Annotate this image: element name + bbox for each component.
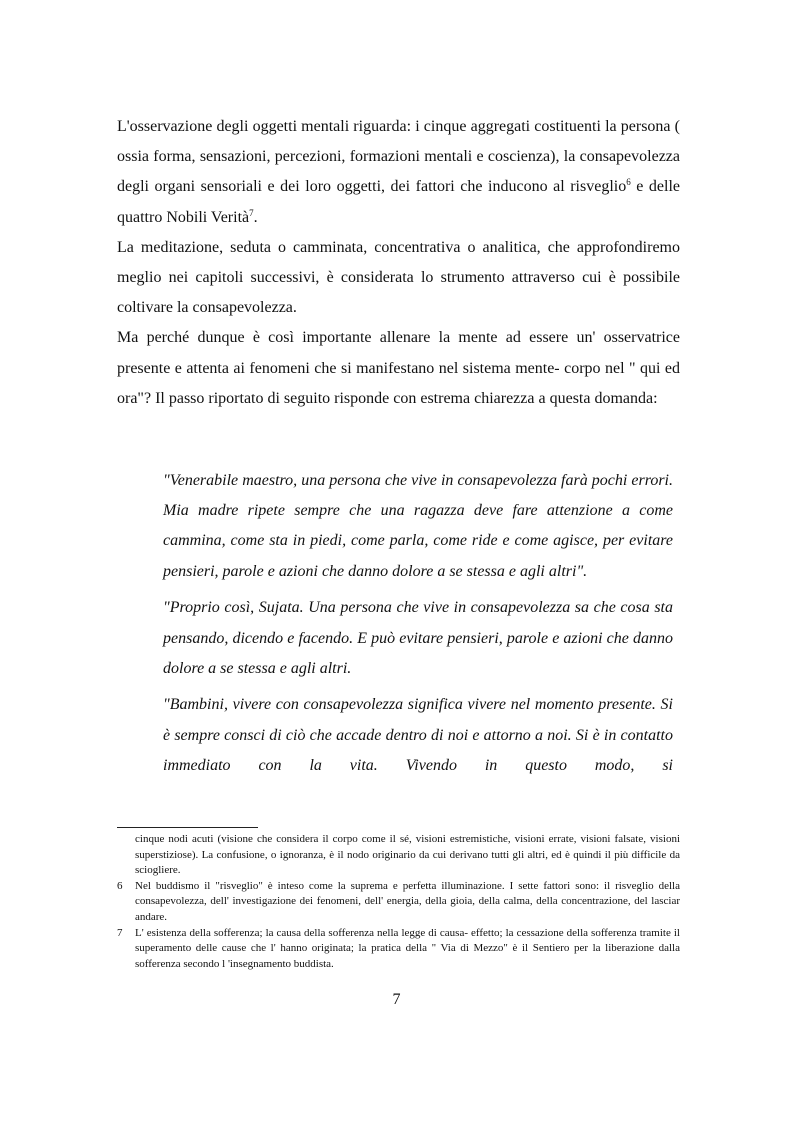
quoted-passage — [163, 466, 673, 788]
footnotes — [117, 832, 680, 972]
footnote-continued — [117, 832, 680, 879]
body-text — [117, 112, 680, 414]
paragraph-meditation: La meditazione, seduta o camminata, concentrativa o analitica, che approfondiremo meglio nei capitoli successivi, è considerata lo strumento attraverso cui è possibile coltivare la consapevolezza. — [117, 238, 680, 317]
quote-block: "Venerabile maestro, una persona che vive in consapevolezza farà pochi errori. Mia madre ripete sempre che una ragazza deve fare attenzione a come cammina, come sta in piedi, come parla, come ride e come agisce, per evitare pensieri, parole e azioni che danno dolore a se stessa e agli altri". — [163, 472, 673, 580]
footnote-separator — [117, 827, 258, 828]
footnote-number: 6 — [117, 879, 123, 892]
paragraph-text: L'osservazione degli oggetti mentali riguarda: i cinque aggregati costituenti la persona ( ossia forma, sensazioni, percezioni, formazioni mentali e coscienza), la consapevolezza degli organi sensoriali e dei loro oggetti, dei fattori che inducono al risveglio — [117, 118, 680, 196]
footnote-text: cinque nodi acuti (visione che considera il corpo come il sé, visioni estremistiche, visioni errate, visioni falsate, visioni superstiziose). La confusione, o ignoranza, è il nodo originario da cui derivano tutti gli altri, ed è quindi il più difficile da sciogliere. — [135, 833, 680, 877]
footnote-ref-7[interactable]: 7 — [249, 207, 254, 218]
quote-block: "Proprio così, Sujata. Una persona che vive in consapevolezza sa che cosa sta pensando, dicendo e facendo. E può evitare pensieri, parole e azioni che danno dolore a se stessa e agli altri. — [163, 599, 673, 677]
quote-block: "Bambini, vivere con consapevolezza significa vivere nel momento presente. Si è sempre consci di ciò che accade dentro di noi e attorno a noi. Si è in contatto immediato con la vita. Vivendo in questo modo, si — [163, 696, 673, 774]
footnote-text: L' esistenza della sofferenza; la causa della sofferenza nella legge di causa- effetto; la cessazione della sofferenza tramite il superamento delle cause che l' hanno originata; la pratica della " Via di Mezzo" è il Sentiero per la liberazione dalla sofferenza secondo l 'insegnamento buddista. — [135, 926, 680, 970]
paragraph-text: e delle quattro Nobili Verità — [117, 178, 681, 226]
paragraph-question: Ma perché dunque è così importante allenare la mente ad essere un' osservatrice presente e attenta ai fenomeni che si manifestano nel sistema mente- corpo nel " qui ed ora"? Il passo riportato di seguito risponde con estrema chiarezza a questa domanda: — [117, 329, 680, 407]
footnote-number: 7 — [117, 926, 123, 939]
footnote-7 — [117, 926, 680, 973]
page-number: 7 — [392, 991, 401, 1008]
footnote-ref-6[interactable]: 6 — [626, 177, 631, 188]
footnote-6 — [117, 879, 680, 926]
paragraph-text: . — [253, 208, 258, 226]
footnote-text: Nel buddismo il "risveglio" è inteso come la suprema e perfetta illuminazione. I sette fattori sono: il risveglio della consapevolezza, dell' investigazione dei fenomeni, dell' energia, della gioia, della calma, della concentrazione, del lasciar andare. — [135, 879, 680, 923]
paragraph-mental-objects — [117, 112, 680, 233]
